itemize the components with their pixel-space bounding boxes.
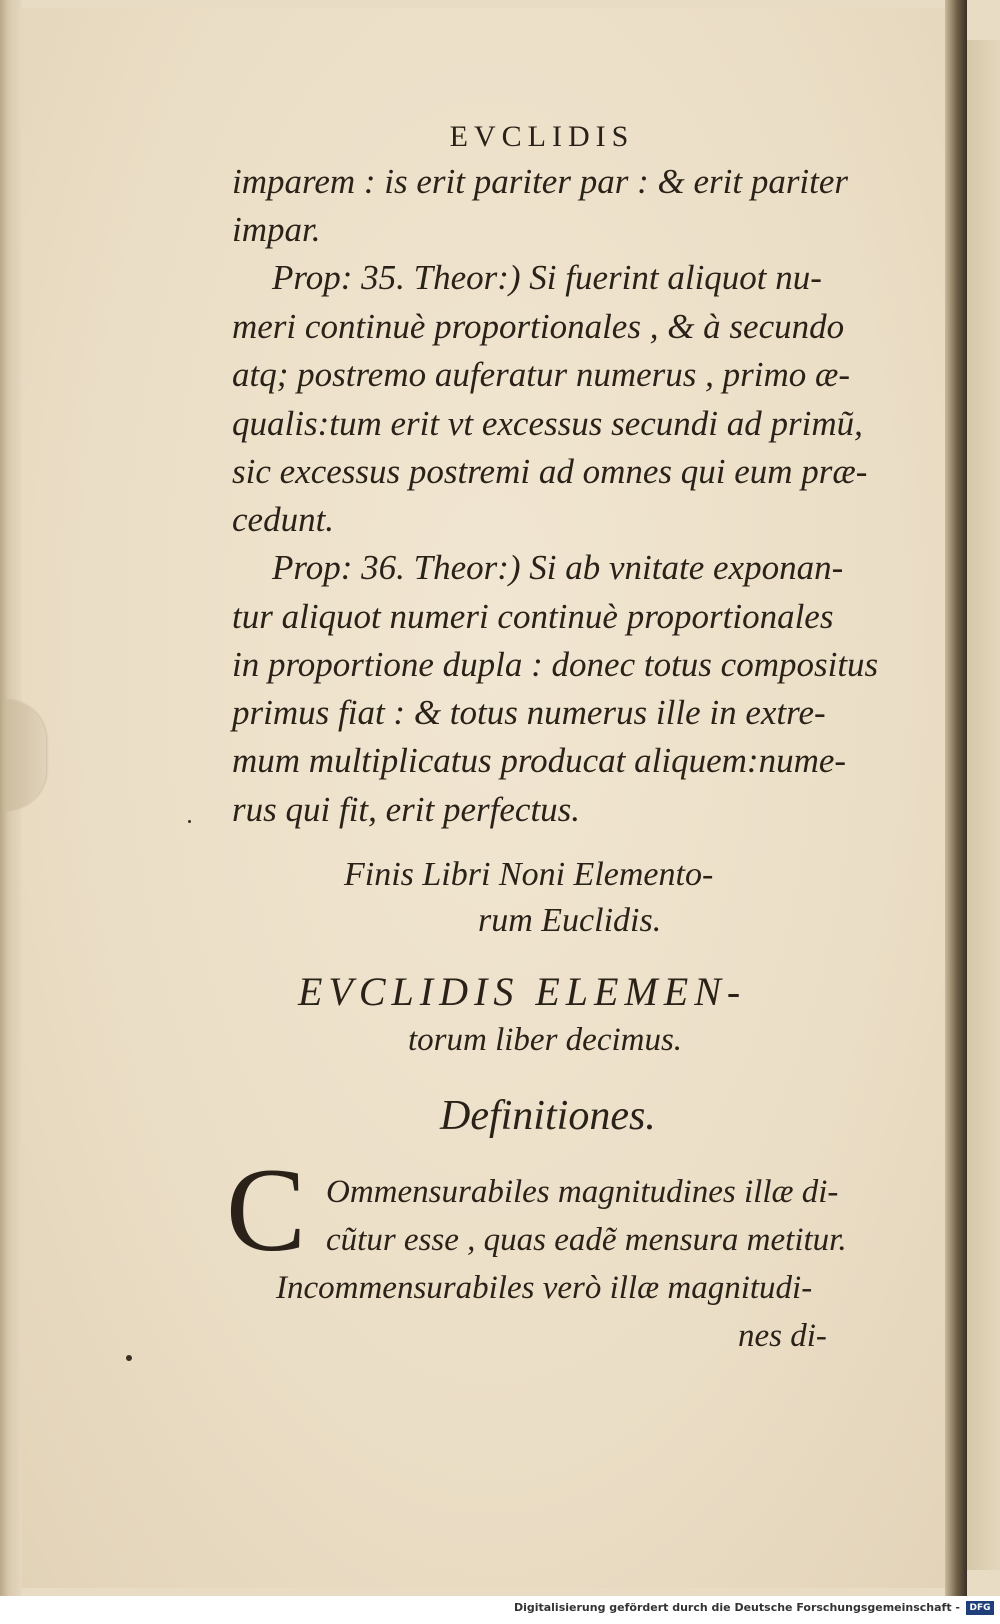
facing-page-edge — [967, 40, 1000, 1570]
ink-spot — [188, 820, 191, 823]
text-line: Incommensurabiles verò illæ magnitudi- — [276, 1270, 813, 1306]
text-line: Prop: 35. Theor:) Si fuerint aliquot nu- — [272, 258, 822, 297]
book-subtitle: torum liber decimus. — [408, 1022, 683, 1058]
text-line: in proportione dupla : donec totus compositus — [232, 645, 879, 684]
book-gutter — [945, 0, 967, 1596]
finis-line: Finis Libri Noni Elemento- — [344, 856, 714, 893]
text-line: primus fiat : & totus numerus ille in extre- — [232, 693, 826, 732]
text-line: Prop: 36. Theor:) Si ab vnitate exponan- — [272, 548, 844, 587]
section-heading: Definitiones. — [440, 1093, 656, 1139]
finis-line: rum Euclidis. — [478, 902, 662, 939]
book-title: EVCLIDIS ELEMEN- — [298, 969, 747, 1014]
text-line: meri continuè proportionales , & à secundo — [232, 307, 845, 346]
drop-cap: C — [226, 1143, 307, 1276]
text-line: rus qui fit, erit perfectus. — [232, 790, 581, 829]
text-line: Ommensurabiles magnitudines illæ di- — [326, 1174, 839, 1210]
text-line: imparem : is erit pariter par : & erit pariter — [232, 162, 849, 201]
funding-credit: Digitalisierung gefördert durch die Deutsche Forschungsgemeinschaft - — [513, 1601, 960, 1614]
text-line: tur aliquot numeri continuè proportionales — [232, 597, 834, 636]
text-line: impar. — [232, 210, 321, 249]
text-line: atq; postremo auferatur numerus , primo æ- — [232, 355, 851, 394]
footer-bar — [0, 1596, 1000, 1624]
text-line: cũtur esse , quas eadẽ mensura metitur. — [326, 1222, 847, 1258]
ink-spot — [126, 1355, 132, 1361]
running-head: EVCLIDIS — [449, 120, 635, 153]
catchword: nes di- — [738, 1318, 827, 1354]
text-line: sic excessus postremi ad omnes qui eum præ- — [232, 452, 868, 491]
text-line: cedunt. — [232, 500, 335, 539]
dfg-logo: DFG — [966, 1601, 994, 1615]
text-line: mum multiplicatus producat aliquem:nume- — [232, 741, 847, 780]
text-line: qualis:tum erit vt excessus secundi ad primũ, — [232, 404, 863, 443]
